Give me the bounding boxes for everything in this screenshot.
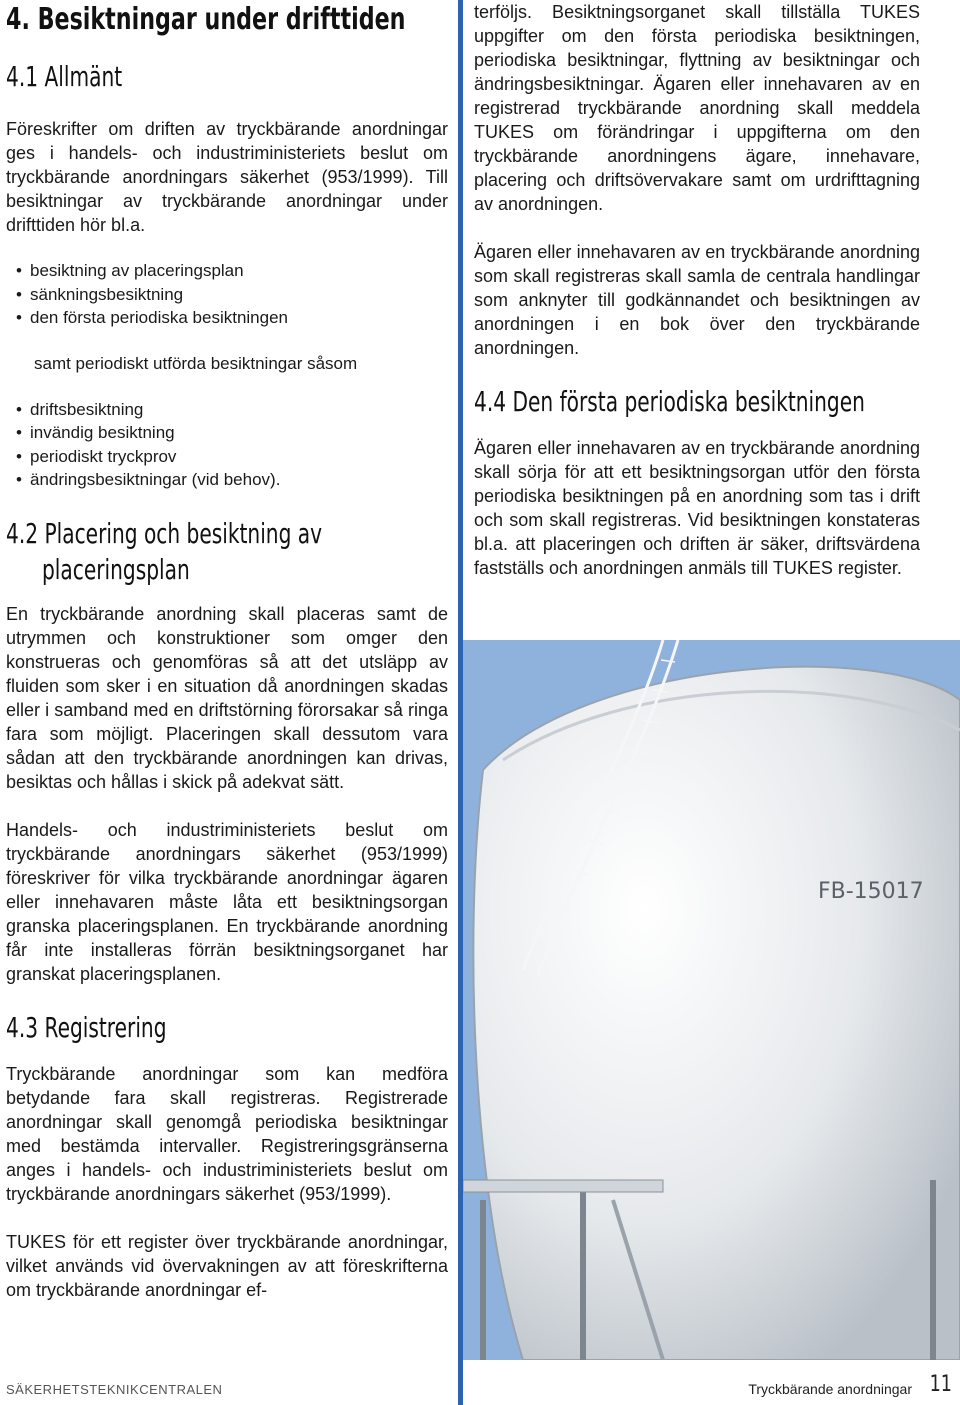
section-41-middle: samt periodiskt utförda besiktningar såsom	[34, 353, 358, 373]
footer-publisher: SÄKERHETSTEKNIKCENTRALEN	[6, 1382, 223, 1397]
section-42-title-line2: placeringsplan	[42, 552, 190, 586]
list-item: • den första periodiska besiktningen	[16, 306, 448, 330]
section-43-paragraph-3: Ägaren eller innehavaren av en tryckbärande anordning som skall registreras skall samla de centrala handlingar som anknyter till godkännandet och besiktningen av anordningen i en bok över den tryckbärande anordningen.	[474, 242, 920, 358]
section-44-title: 4.4 Den första periodiska besiktningen	[474, 385, 865, 418]
left-column	[6, 0, 448, 1302]
list-item: • invändig besiktning	[16, 421, 448, 445]
section-43-paragraph-2-start: TUKES för ett register över tryckbärande anordningar, vilket används vid övervakningen av att föreskrifterna om tryckbärande anordningar ef-	[6, 1231, 448, 1300]
spherical-tank-illustration	[463, 640, 960, 1360]
section-42-paragraph-1: En tryckbärande anordning skall placeras samt de utrymmen och konstruktioner som omger den konstrueras och genomföras så att det utsläpp av fluiden som sker i en situation då anordningen skadas eller i samband med en driftstörning förorsakar så ringa fara som möjligt. Placeringen skall dessutom vara sådan att den tryckbärande anordningen kan drivas, besiktas och hållas i skick på adekvat sätt.	[6, 603, 448, 792]
section-42-title	[6, 516, 324, 588]
list-item: • sänkningsbesiktning	[16, 283, 448, 307]
list-item: • driftsbesiktning	[16, 398, 448, 422]
section-42-paragraph-2: Handels- och industriministeriets beslut om tryckbärande anordningars säkerhet (953/1999) föreskriver för vilka tryckbärande anordningar ägaren eller innehavaren måste låta ett besiktningsorgan granska placeringsplanen. En tryckbärande anordning får inte installeras förrän besiktningsorganet har granskat placeringsplanen.	[6, 819, 448, 984]
section-43-paragraph-2-cont: terföljs. Besiktningsorganet skall tillställa TUKES uppgifter om den första periodiska besiktningen, periodiska besiktningar, flyttning av besiktningar och ändringsbesiktningar. Ägaren eller innehavaren av en registrerad tryckbärande anordning skall meddela TUKES om förändringar i uppgifterna om den tryckbärande anordningens ägare, innehavare, placering och driftsövervakare samt om urdrifttagning av anordningen.	[474, 2, 920, 214]
section-42-title-line1: 4.2 Placering och besiktning av	[6, 516, 323, 550]
inspection-list-1	[6, 259, 448, 330]
tank-marking: FB-15017	[818, 879, 924, 904]
section-41-title: 4.1 Allmänt	[6, 60, 123, 93]
section-43-title: 4.3 Registrering	[6, 1010, 167, 1044]
list-item: • besiktning av placeringsplan	[16, 259, 448, 283]
chapter-heading: 4. Besiktningar under drifttiden	[6, 2, 406, 37]
section-43-paragraph-1: Tryckbärande anordningar som kan medföra betydande fara skall registreras. Registrerade anordningar skall genomgå periodiska besiktningar med bestämda intervaller. Registreringsgränserna anges i handels- och industriministeriets beslut om tryckbärande anordningars säkerhet (953/1999).	[6, 1063, 448, 1204]
list-item: • ändringsbesiktningar (vid behov).	[16, 468, 448, 492]
section-41-intro: Föreskrifter om driften av tryckbärande anordningar ges i handels- och industriministeriets beslut om tryckbärande anordningars säkerhet (953/1999). Till besiktningar av tryckbärande anordningar under drifttiden hör bl.a.	[6, 119, 448, 235]
pressure-vessel-photo	[463, 640, 960, 1360]
page-number: 11	[929, 1372, 952, 1397]
inspection-list-2	[6, 398, 448, 492]
list-item: • periodiskt tryckprov	[16, 445, 448, 469]
section-44-paragraph-1: Ägaren eller innehavaren av en tryckbärande anordning skall sörja för att ett besiktningsorgan utför den första periodiska besiktningen på en anordning som tas i drift och som skall registreras. Vid besiktningen konstateras bl.a. att placeringen och driften är säker, driftsvärdena fastställs och anordningen anmäls till TUKES register.	[474, 438, 920, 578]
footer-document-title: Tryckbärande anordningar	[748, 1381, 912, 1397]
right-column	[474, 0, 920, 580]
